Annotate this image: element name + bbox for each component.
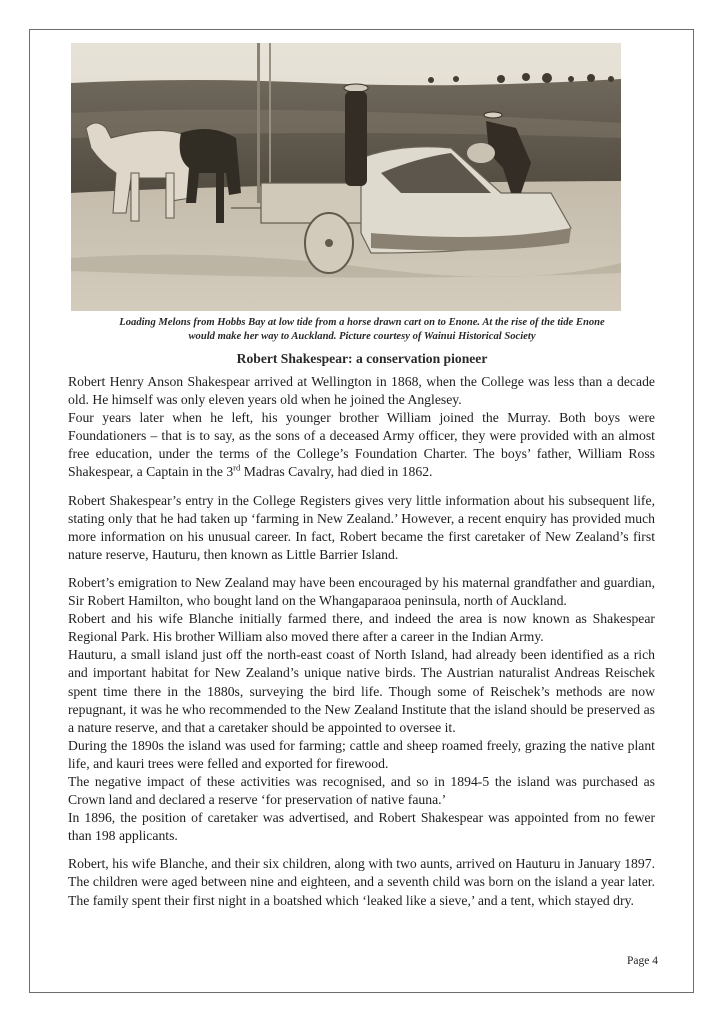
paragraph: In 1896, the position of caretaker was advertised, and Robert Shakespear was appointed from no fewer than 198 applicants. <box>68 810 655 844</box>
paragraph: Robert, his wife Blanche, and their six children, along with two aunts, arrived on Hauturu in January 1897. The children were aged between nine and eighteen, and a seventh child was born on the island a year later. The family spent their first night in a boatshed which ‘leaked like a sieve,’ and a tent, which stayed dry. <box>68 856 655 908</box>
ordinal-suffix: rd <box>233 462 241 473</box>
page-number: Page 4 <box>627 955 658 967</box>
paragraph: Robert and his wife Blanche initially farmed there, and indeed the area is now known as Shakespear Regional Park. His brother William also moved there after a career in the Indian Army. <box>68 611 655 645</box>
article-body <box>68 373 655 910</box>
photo-caption <box>66 316 658 344</box>
paragraph: During the 1890s the island was used for farming; cattle and sheep roamed freely, grazing the native plant life, and kauri trees were felled and exported for firewood. <box>68 737 655 771</box>
paragraph: Robert’s emigration to New Zealand may have been encouraged by his maternal grandfather and guardian, Sir Robert Hamilton, who bought land on the Whangaparaoa peninsula, north of Auckland. <box>68 574 655 609</box>
paragraph: Four years later when he left, his younger brother William joined the Murray. Both boys were Foundationers – that is to say, as the sons of a deceased Army officer, they were provided with an almost free education, under the terms of the College’s Foundation Charter. The boys’ father, William Ross Shakespear, a Captain in the 3rd Madras Cavalry, had died in 1862. <box>68 410 655 480</box>
paragraph: Robert Henry Anson Shakespear arrived at Wellington in 1868, when the College was less than a decade old. He himself was only eleven years old when he joined the Anglesey. <box>68 374 655 408</box>
photo-illustration <box>71 43 621 311</box>
caption-line-1: Loading Melons from Hobbs Bay at low tide from a horse drawn cart on to Enone. At the rise of the tide Enone <box>119 317 605 328</box>
paragraph: Hauturu, a small island just off the north-east coast of North Island, had already been identified as a rich and important habitat for New Zealand’s unique native birds. The Austrian naturalist Andreas Reischek spent time there in the 1880s, surveying the bird life. Though some of Reischek’s methods are now repugnant, it was he who recommended to the New Zealand Institute that the island should be preserved as a nature reserve, and that a caretaker should be appointed to oversee it. <box>68 647 655 735</box>
paragraph: Robert Shakespear’s entry in the College Registers gives very little information about his subsequent life, stating only that he had taken up ‘farming in New Zealand.’ However, a recent enquiry has provided much more information on his unusual career. In fact, Robert became the first caretaker of New Zealand’s first nature reserve, Hauturu, then known as Little Barrier Island. <box>68 492 655 562</box>
historical-photo <box>71 43 621 311</box>
caption-line-2: would make her way to Auckland. Picture courtesy of Wainui Historical Society <box>188 331 536 342</box>
paragraph: The negative impact of these activities was recognised, and so in 1894-5 the island was purchased as Crown land and declared a reserve ‘for preservation of native fauna.’ <box>68 773 655 808</box>
article-heading: Robert Shakespear: a conservation pioneer <box>236 351 488 366</box>
